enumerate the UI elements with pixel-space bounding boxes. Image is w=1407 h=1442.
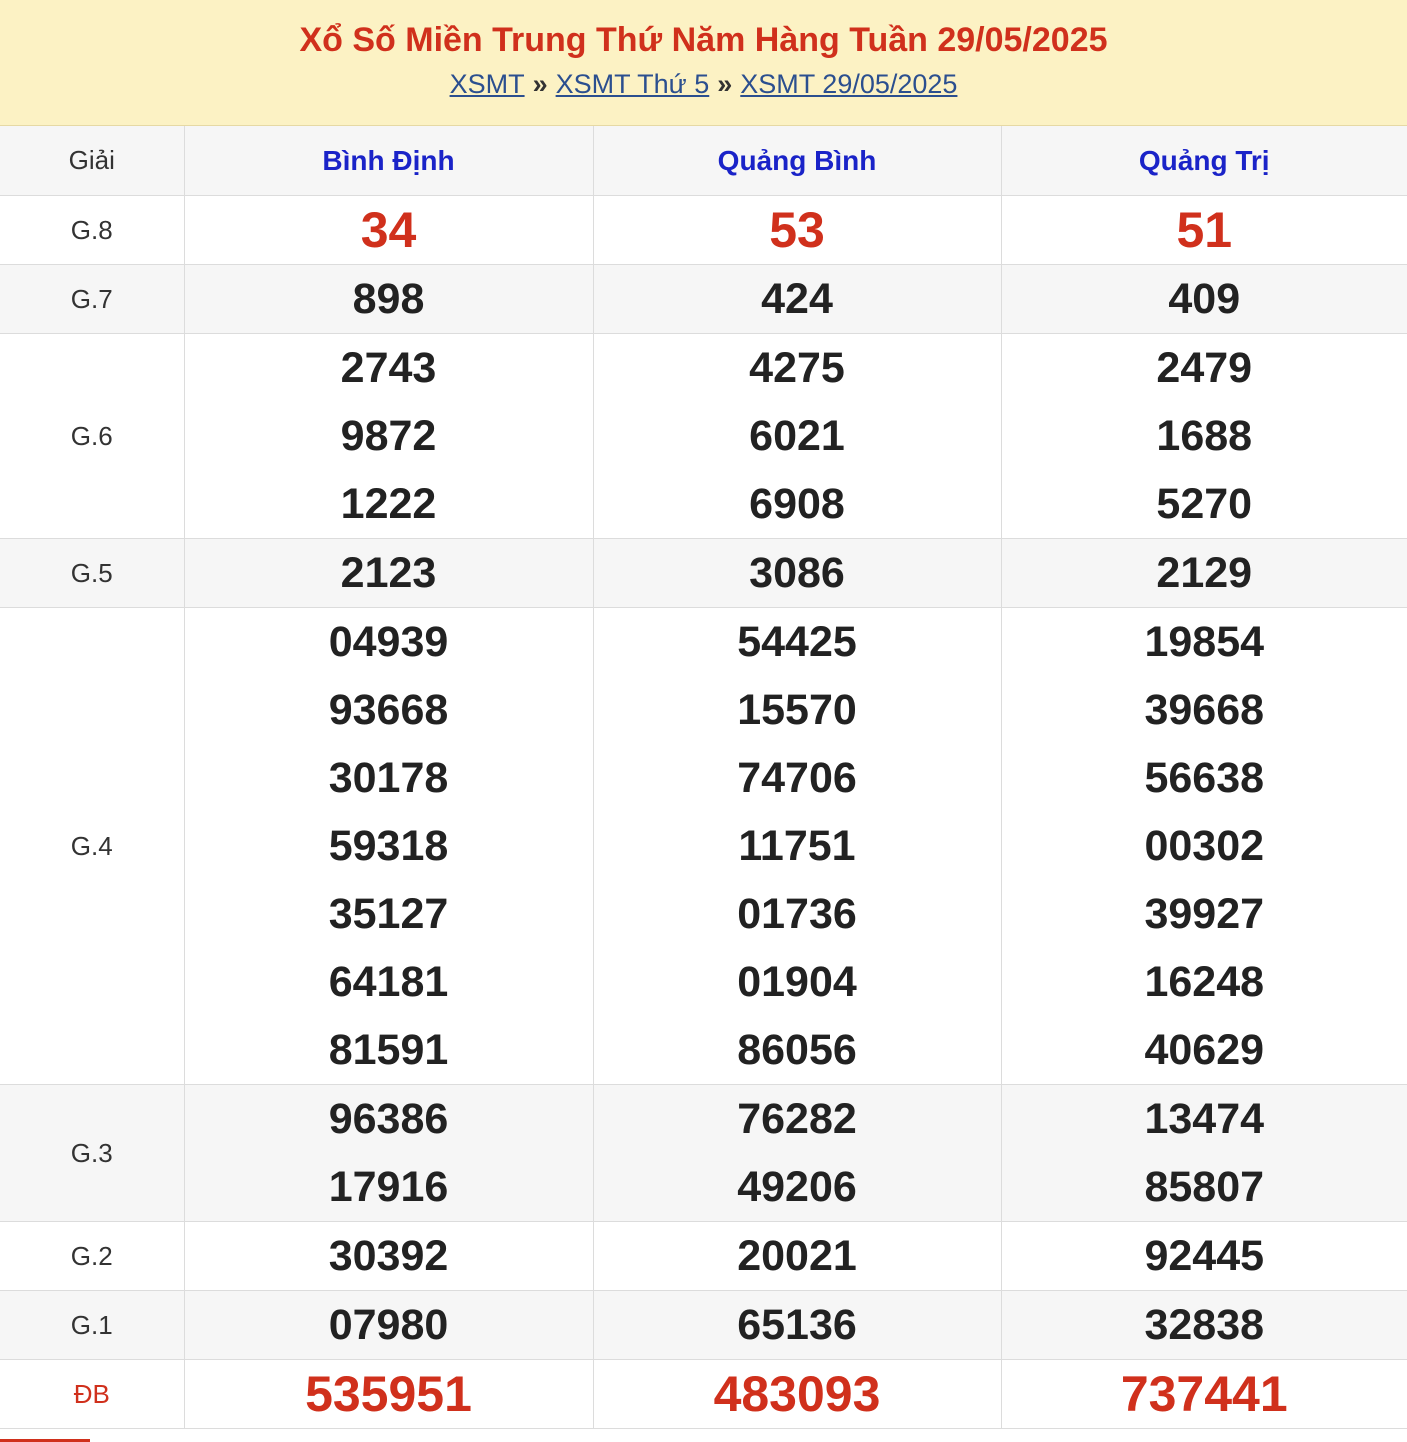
prize-label: G.4 [0,608,184,1085]
result-cell-binh-dinh [184,1291,593,1360]
breadcrumb [0,66,1407,102]
result-number: 535951 [305,1366,472,1422]
result-number: 59318 [328,822,449,870]
result-number: 00302 [1144,822,1265,870]
breadcrumb-link-xsmt-thu-5[interactable]: XSMT Thứ 5 [555,69,710,99]
result-cell-quang-tri [1001,539,1407,608]
result-number: 74706 [737,754,857,802]
prize-label: G.5 [0,539,184,608]
result-number: 4275 [749,344,845,392]
result-number: 96386 [328,1095,449,1143]
result-number: 51 [1176,202,1233,258]
result-number: 6908 [749,480,845,528]
results-header [0,0,1407,126]
result-number: 1222 [340,480,437,528]
result-number: 76282 [737,1095,857,1143]
result-cell-quang-tri [1001,265,1407,334]
result-number: 81591 [328,1026,449,1074]
prize-column-header: Giải [0,126,184,196]
result-number: 34 [360,202,417,258]
result-number: 01736 [737,890,857,938]
result-cell-quang-tri [1001,196,1407,265]
table-header-row [0,126,1407,196]
result-number: 3086 [749,549,845,597]
table-row [0,539,1407,608]
result-number: 2479 [1156,344,1253,392]
result-number: 85807 [1144,1163,1265,1211]
prize-label: G.8 [0,196,184,265]
result-cell-quang-tri [1001,334,1407,539]
table-row [0,265,1407,334]
result-cell-quang-tri [1001,1360,1407,1429]
result-cell-quang-binh [593,539,1001,608]
breadcrumb-separator: » [532,69,548,99]
province-header-quang-binh: Quảng Bình [593,126,1001,196]
result-cell-quang-binh [593,1291,1001,1360]
province-header-quang-tri: Quảng Trị [1001,126,1407,196]
result-cell-binh-dinh [184,1085,593,1222]
result-number: 32838 [1144,1301,1265,1349]
result-number: 49206 [737,1163,857,1211]
result-number: 2743 [340,344,437,392]
prize-label: ĐB [0,1360,184,1429]
result-cell-binh-dinh [184,539,593,608]
result-number: 483093 [713,1366,881,1422]
result-cell-quang-binh [593,334,1001,539]
result-number: 13474 [1144,1095,1265,1143]
result-number: 40629 [1144,1026,1265,1074]
province-header-binh-dinh: Bình Định [184,126,593,196]
result-number: 56638 [1144,754,1265,802]
result-number: 01904 [737,958,857,1006]
result-number: 898 [352,275,425,323]
results-table [0,126,1407,1429]
result-number: 15570 [737,686,857,734]
prize-label: G.2 [0,1222,184,1291]
result-number: 04939 [328,618,449,666]
result-number: 5270 [1156,480,1253,528]
result-cell-binh-dinh [184,265,593,334]
breadcrumb-link-xsmt-date[interactable]: XSMT 29/05/2025 [740,69,958,99]
result-number: 2129 [1156,549,1253,597]
result-number: 737441 [1120,1366,1288,1422]
result-number: 86056 [737,1026,857,1074]
result-number: 424 [761,275,833,323]
result-number: 39927 [1144,890,1265,938]
prize-label: G.1 [0,1291,184,1360]
result-number: 1688 [1156,412,1253,460]
result-number: 6021 [749,412,845,460]
table-row [0,608,1407,1085]
result-cell-binh-dinh [184,1360,593,1429]
page-title: Xổ Số Miền Trung Thứ Năm Hàng Tuần 29/05/2025 [299,21,1108,59]
breadcrumb-link-xsmt[interactable]: XSMT [449,69,525,99]
result-number: 07980 [328,1301,449,1349]
result-number: 19854 [1144,618,1265,666]
result-cell-quang-tri [1001,1222,1407,1291]
result-number: 11751 [738,822,856,870]
result-cell-binh-dinh [184,334,593,539]
result-number: 39668 [1144,686,1265,734]
prize-label: G.6 [0,334,184,539]
result-cell-quang-binh [593,1360,1001,1429]
result-cell-quang-binh [593,196,1001,265]
result-number: 17916 [328,1163,449,1211]
result-number: 93668 [328,686,449,734]
result-number: 16248 [1144,958,1265,1006]
result-cell-binh-dinh [184,1222,593,1291]
result-number: 65136 [737,1301,857,1349]
prize-label: G.3 [0,1085,184,1222]
result-number: 20021 [737,1232,857,1280]
result-cell-binh-dinh [184,608,593,1085]
result-number: 9872 [340,412,437,460]
result-cell-quang-binh [593,1222,1001,1291]
result-cell-binh-dinh [184,196,593,265]
result-cell-quang-tri [1001,1085,1407,1222]
result-number: 30178 [328,754,449,802]
table-row [0,1222,1407,1291]
result-cell-quang-binh [593,265,1001,334]
result-number: 54425 [737,618,857,666]
result-number: 92445 [1144,1232,1265,1280]
table-row [0,1291,1407,1360]
result-number: 30392 [328,1232,449,1280]
result-cell-quang-tri [1001,608,1407,1085]
result-number: 53 [769,202,825,258]
result-cell-quang-binh [593,608,1001,1085]
results-body [0,196,1407,1429]
result-number: 64181 [328,958,449,1006]
breadcrumb-separator: » [717,69,733,99]
result-number: 409 [1168,275,1241,323]
result-cell-quang-binh [593,1085,1001,1222]
table-row [0,1085,1407,1222]
table-row [0,334,1407,539]
result-number: 2123 [340,549,437,597]
table-row [0,196,1407,265]
prize-label: G.7 [0,265,184,334]
result-cell-quang-tri [1001,1291,1407,1360]
result-number: 35127 [328,890,449,938]
table-row [0,1360,1407,1429]
